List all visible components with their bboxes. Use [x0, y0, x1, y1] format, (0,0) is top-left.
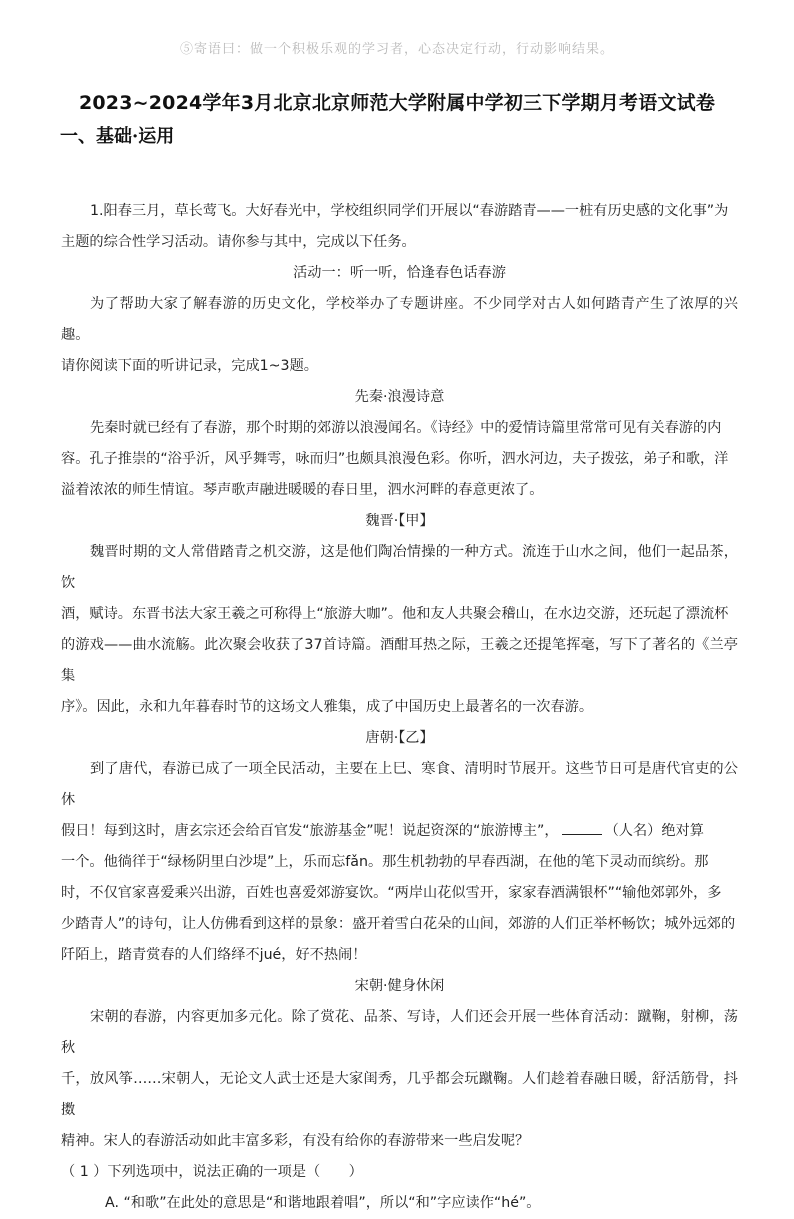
paragraph-line: 请你阅读下面的听讲记录，完成1~3题。: [61, 358, 318, 374]
motto-header: ⑤寄语曰：做一个积极乐观的学习者，心态决定行动，行动影响结果。: [179, 42, 614, 57]
paragraph-line: 魏晋时期的文人常借踏青之机交游，这是他们陶冶情操的一种方式。流连于山水之间，他们一起品茶，饮: [61, 544, 738, 591]
subsection-heading-weijin: 魏晋·【甲】: [365, 513, 434, 529]
activity-heading: 活动一：听一听，恰逢春色话春游: [293, 265, 506, 281]
paragraph-line: 千，放风筝……宋朝人，无论文人武士还是大家闺秀，几乎都会玩蹴鞠。人们趁着春融日暖，舒活筋骨，抖擞: [61, 1071, 738, 1118]
question-intro-line: 1.阳春三月，草长莺飞。大好春光中，学校组织同学们开展以“春游踏青——一桩有历史感的文化事”为: [90, 203, 729, 219]
answer-option-a[interactable]: A. “和歌”在此处的意思是“和谐地跟着唱”，所以“和”字应读作“hé”。: [105, 1195, 541, 1211]
paragraph-line: 阡陌上，踏青赏春的人们络绎不jué，好不热闹！: [61, 947, 367, 963]
paragraph-line: 先秦时就已经有了春游，那个时期的郊游以浪漫闻名。《诗经》中的爱情诗篇里常常可见有关春游的内: [90, 420, 722, 436]
paragraph-line: 酒，赋诗。东晋书法大家王羲之可称得上“旅游大咖”。他和友人共聚会稽山，在水边交游，还玩起了漂流杯: [61, 606, 729, 622]
paragraph-line: 宋朝的春游，内容更加多元化。除了赏花、品茶、写诗，人们还会开展一些体育活动：蹴鞠，射柳，荡秋: [61, 1009, 738, 1056]
paragraph-line: 容。孔子推崇的“浴乎沂，风乎舞雩，咏而归”也颇具浪漫色彩。你听，泗水河边，夫子拨弦，弟子和歌，洋: [61, 451, 729, 467]
text-segment: （人名）绝对算: [604, 823, 704, 839]
sub-question: （ 1 ）下列选项中，说法正确的一项是（ ）: [61, 1164, 363, 1180]
paragraph-line: 少踏青人”的诗句，让人仿佛看到这样的景象：盛开着雪白花朵的山间，郊游的人们正举杯畅饮；城外远郊的: [61, 916, 736, 932]
exam-body: [61, 196, 738, 1219]
question-intro-line: 主题的综合性学习活动。请你参与其中，完成以下任务。: [61, 234, 416, 250]
paragraph-line: 时，不仅官家喜爱乘兴出游，百姓也喜爱郊游宴饮。“两岸山花似雪开，家家春酒满银杯”“输他郊郭外，多: [61, 885, 722, 901]
fill-in-blank[interactable]: [562, 816, 602, 835]
section-heading: 一、基础·运用: [60, 126, 175, 147]
paragraph-line: 的游戏——曲水流觞。此次聚会收获了37首诗篇。酒酣耳热之际，王羲之还提笔挥毫，写下了著名的《兰亭集: [61, 637, 738, 684]
paragraph-line: 精神。宋人的春游活动如此丰富多彩，有没有给你的春游带来一些启发呢？: [61, 1133, 530, 1149]
paragraph-line: 溢着浓浓的师生情谊。琴声歌声融进暖暖的春日里，泗水河畔的春意更浓了。: [61, 482, 544, 498]
paragraph-line: 序》。因此，永和九年暮春时节的这场文人雅集，成了中国历史上最著名的一次春游。: [61, 699, 594, 715]
document-title: 2023~2024学年3月北京北京师范大学附属中学初三下学期月考语文试卷: [78, 92, 716, 114]
subsection-heading-xianqin: 先秦·浪漫诗意: [354, 389, 445, 405]
paragraph-line: 为了帮助大家了解春游的历史文化，学校举办了专题讲座。不少同学对古人如何踏青产生了浓厚的兴趣。: [61, 296, 738, 343]
paragraph-line: 一个。他徜徉于“绿杨阴里白沙堤”上，乐而忘fǎn。那生机勃勃的早春西湖，在他的笔下灵动而缤纷。那: [61, 854, 709, 870]
paragraph-line: 到了唐代，春游已成了一项全民活动，主要在上巳、寒食、清明时节展开。这些节日可是唐代官吏的公休: [61, 761, 738, 808]
subsection-heading-song: 宋朝·健身休闲: [354, 978, 445, 994]
text-segment: 假日！每到这时，唐玄宗还会给百官发“旅游基金”呢！说起资深的“旅游博主”，: [61, 823, 559, 839]
paragraph-line: [61, 816, 738, 847]
subsection-heading-tang: 唐朝·【乙】: [365, 730, 434, 746]
